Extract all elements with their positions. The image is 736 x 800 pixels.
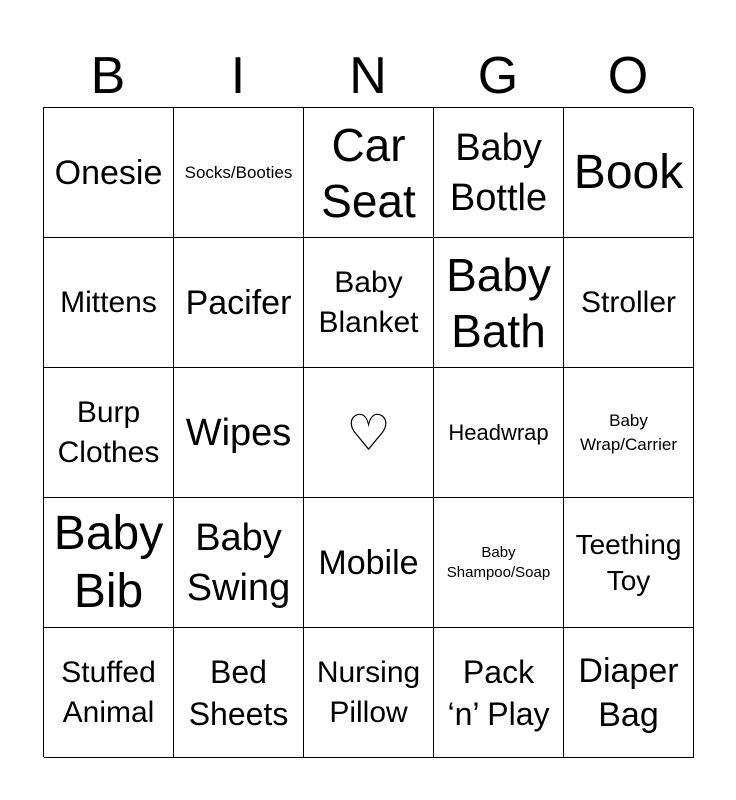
cell-label: Wipes — [185, 411, 292, 454]
bingo-cell-r3-c3-free-space[interactable] — [304, 368, 434, 498]
bingo-cell-r2-c5[interactable] — [564, 238, 694, 368]
cell-label: Baby Swing — [186, 516, 291, 609]
bingo-cell-r3-c5[interactable] — [564, 368, 694, 498]
cell-label: Headwrap — [448, 419, 549, 445]
bingo-cell-r1-c1[interactable] — [44, 108, 174, 238]
bingo-cell-r4-c2[interactable] — [174, 498, 304, 628]
cell-label: Bed Sheets — [188, 653, 289, 732]
bingo-cell-r3-c1[interactable] — [44, 368, 174, 498]
cell-label: Pack ‘n’ Play — [447, 653, 550, 732]
bingo-cell-r4-c1[interactable] — [44, 498, 174, 628]
bingo-cell-r2-c2[interactable] — [174, 238, 304, 368]
bingo-cell-r5-c1[interactable] — [44, 628, 174, 758]
bingo-cell-r4-c5[interactable] — [564, 498, 694, 628]
cell-label: Mobile — [318, 543, 419, 582]
cell-label: Baby Bath — [446, 248, 551, 357]
cell-label: Car Seat — [321, 118, 416, 227]
bingo-cell-r2-c4[interactable] — [434, 238, 564, 368]
cell-label: Diaper Bag — [578, 651, 679, 734]
bingo-cell-r3-c4[interactable] — [434, 368, 564, 498]
cell-label: Baby Bib — [53, 506, 164, 618]
cell-label: Baby Bottle — [449, 126, 548, 219]
bingo-cell-r1-c2[interactable] — [174, 108, 304, 238]
cell-label: Onesie — [54, 153, 163, 192]
bingo-cell-r2-c3[interactable] — [304, 238, 434, 368]
bingo-cell-r1-c3[interactable] — [304, 108, 434, 238]
cell-label: Stuffed Animal — [61, 655, 156, 729]
bingo-cell-r5-c4[interactable] — [434, 628, 564, 758]
cell-label: Pacifer — [185, 283, 292, 322]
cell-label: Baby Blanket — [318, 265, 419, 339]
cell-label: Stroller — [580, 285, 677, 319]
bingo-header — [43, 46, 693, 106]
bingo-cell-r4-c4[interactable] — [434, 498, 564, 628]
cell-label: Baby Shampoo/Soap — [446, 543, 551, 581]
bingo-cell-r5-c5[interactable] — [564, 628, 694, 758]
cell-label: Baby Wrap/Carrier — [580, 410, 677, 454]
bingo-cell-r1-c4[interactable] — [434, 108, 564, 238]
bingo-cell-r5-c2[interactable] — [174, 628, 304, 758]
cell-label: Mittens — [60, 285, 157, 319]
bingo-cell-r3-c2[interactable] — [174, 368, 304, 498]
bingo-board — [43, 107, 693, 757]
header-letter-n: N — [349, 47, 387, 105]
bingo-cell-r2-c1[interactable] — [44, 238, 174, 368]
heart-outline-icon: ♡ — [346, 404, 391, 461]
cell-label: Teething Toy — [575, 528, 682, 596]
header-letter-g: G — [477, 47, 519, 105]
header-letter-i: I — [230, 47, 246, 105]
bingo-cell-r4-c3[interactable] — [304, 498, 434, 628]
cell-label: Nursing Pillow — [316, 655, 421, 729]
cell-label: Burp Clothes — [57, 395, 160, 469]
header-letter-o: O — [607, 47, 649, 105]
header-letter-b: B — [90, 47, 126, 105]
cell-label: Book — [573, 145, 684, 199]
bingo-cell-r5-c3[interactable] — [304, 628, 434, 758]
cell-label: Socks/Booties — [184, 162, 293, 182]
bingo-cell-r1-c5[interactable] — [564, 108, 694, 238]
